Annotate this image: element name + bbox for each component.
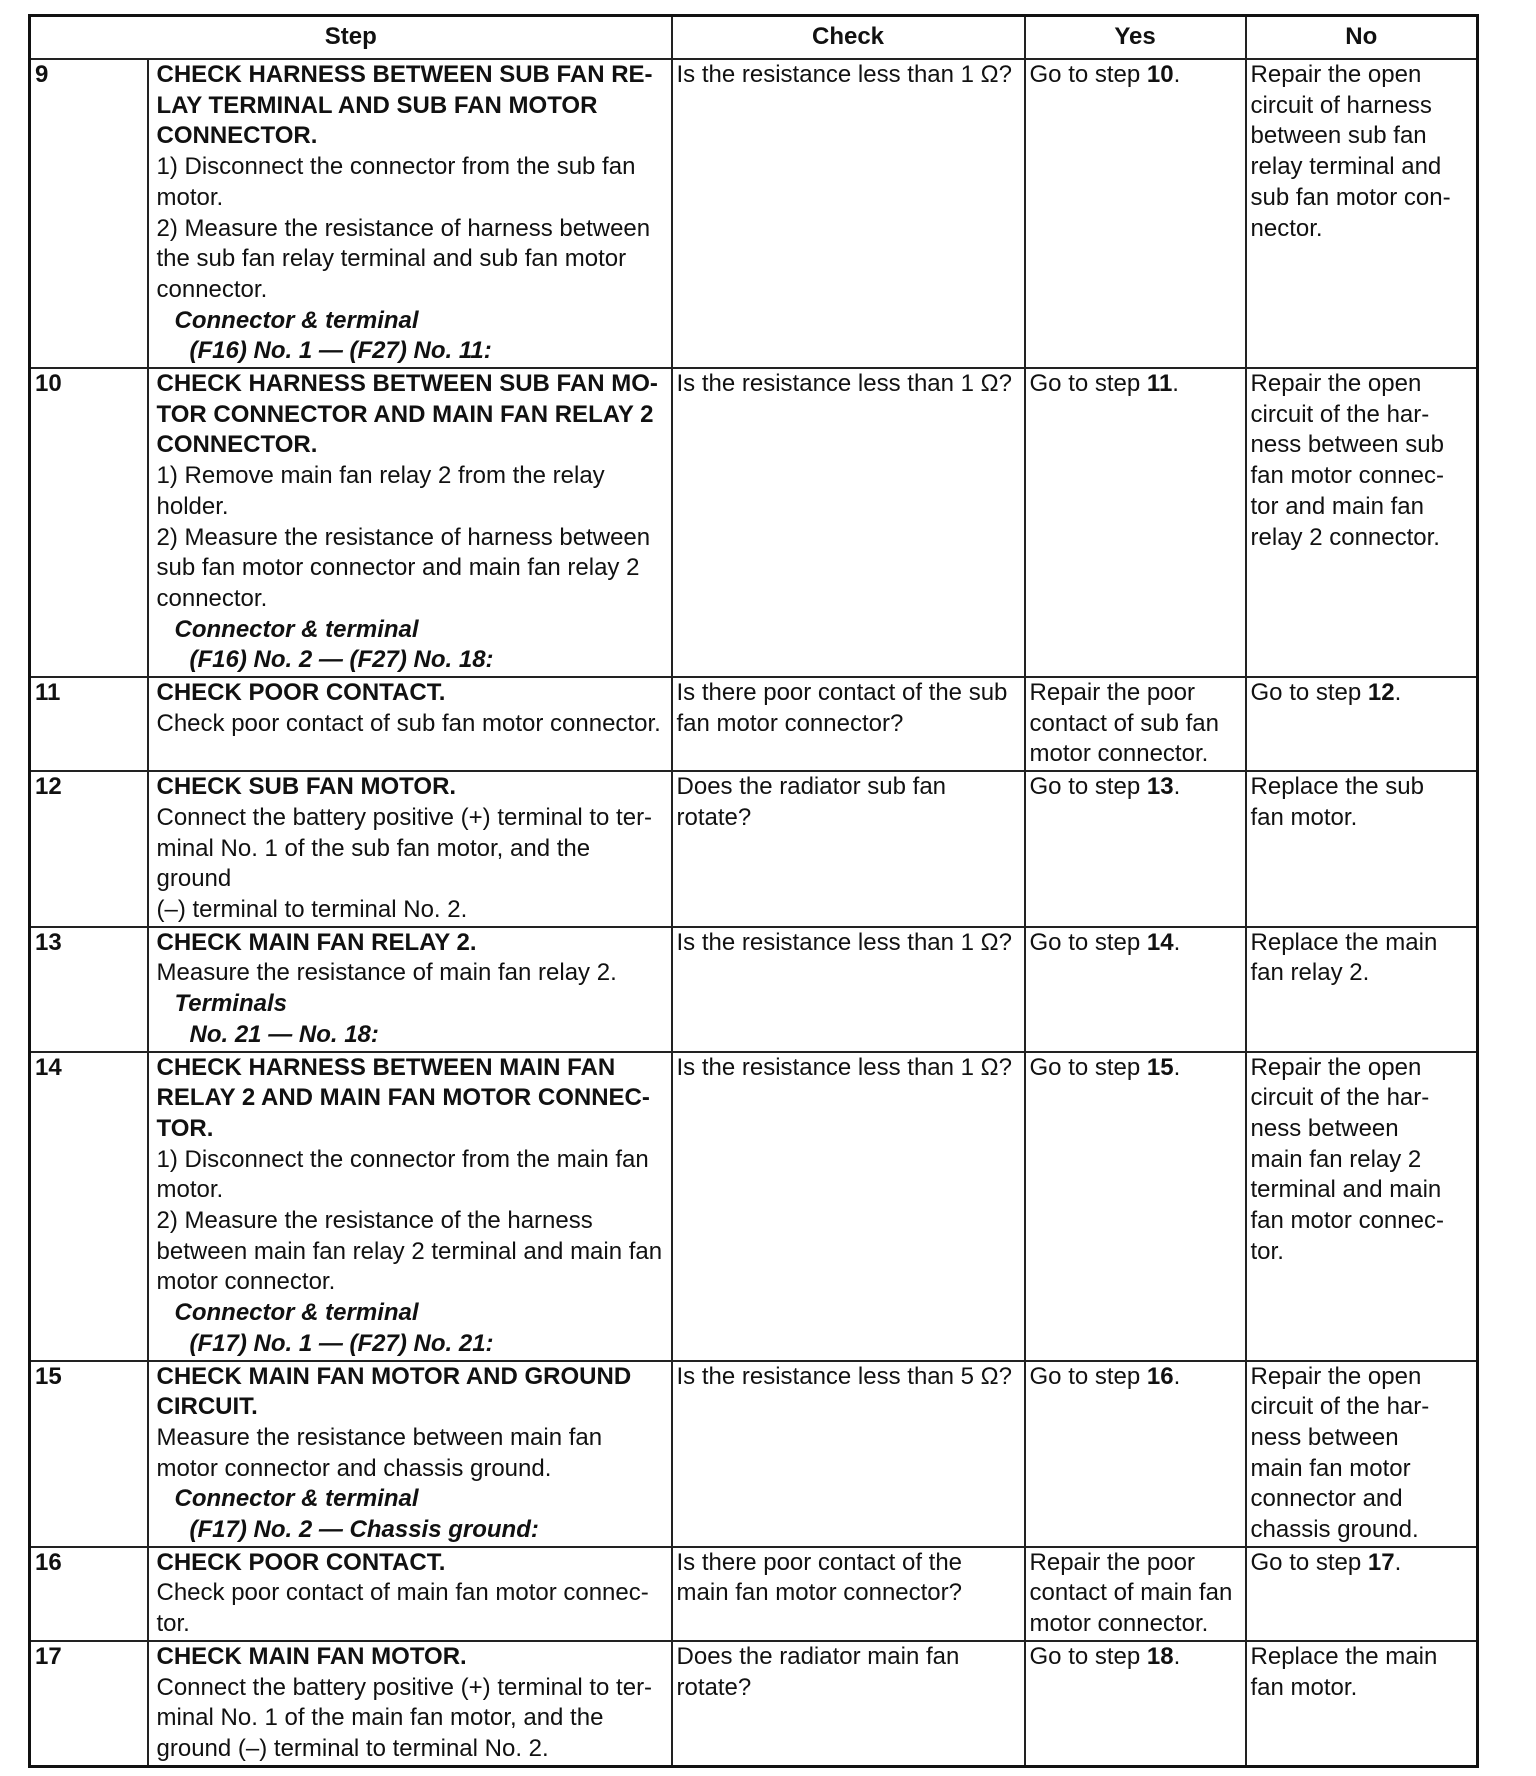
- step-instructions: Check poor contact of main fan motor connec- tor.: [156, 1579, 649, 1638]
- troubleshooting-sheet: [28, 14, 1476, 1768]
- yes-action: [1025, 1361, 1246, 1547]
- yes-step-ref: 16: [1146, 1362, 1174, 1390]
- check-question: Is there poor contact of the main fan motor connector?: [672, 1547, 1025, 1641]
- step-instructions: Measure the resistance between main fan motor connector and chassis ground.: [156, 1423, 603, 1482]
- step-row: [30, 368, 1478, 677]
- no-action: [1246, 59, 1478, 368]
- yes-action: [1025, 927, 1246, 1052]
- yes-text: Go to step: [1029, 370, 1147, 398]
- spec-label: Connector & terminal: [174, 1485, 419, 1513]
- spec-value: No. 21 — No. 18:: [189, 1020, 379, 1048]
- step-row: [30, 59, 1478, 368]
- yes-text: Go to step: [1029, 61, 1147, 88]
- step-instructions: Check poor contact of sub fan motor connector.: [156, 709, 661, 737]
- no-end: .: [1394, 1548, 1402, 1576]
- step-row: [30, 677, 1478, 771]
- step-number: 10: [30, 368, 148, 677]
- yes-action: [1025, 1641, 1246, 1766]
- no-text: Repair the open circuit of the har- ness between main fan motor connector and chassis ground.: [1250, 1362, 1430, 1544]
- spec-label: Connector & terminal: [174, 306, 419, 334]
- no-text: Repair the open circuit of the har- ness between sub fan motor connec- tor and main fan relay 2 connector.: [1250, 370, 1444, 551]
- header-row: [30, 16, 1478, 60]
- step-title: CHECK HARNESS BETWEEN MAIN FAN RELAY 2 AND MAIN FAN MOTOR CONNEC- TOR.: [156, 1053, 650, 1142]
- no-action: [1246, 368, 1478, 677]
- spec-label: Connector & terminal: [174, 615, 419, 643]
- no-step-ref: 12: [1367, 679, 1395, 707]
- yes-text: Go to step: [1029, 1642, 1147, 1670]
- check-header: Check: [672, 16, 1025, 60]
- yes-end: .: [1173, 928, 1181, 956]
- step-description: [148, 677, 672, 771]
- no-text: Replace the sub fan motor.: [1250, 773, 1424, 831]
- step-header: Step: [30, 16, 672, 60]
- step-description: [148, 59, 672, 368]
- yes-text: Go to step: [1029, 1053, 1147, 1081]
- step-instructions: 1) Disconnect the connector from the sub fan motor. 2) Measure the resistance of harness between the sub fan relay terminal and sub fan motor connector.: [156, 153, 651, 303]
- no-end: .: [1394, 679, 1402, 707]
- yes-end: .: [1173, 773, 1181, 801]
- step-description: [148, 368, 672, 677]
- step-number: 12: [30, 771, 148, 927]
- spec-label: Connector & terminal: [174, 1299, 419, 1327]
- step-description: [148, 1361, 672, 1547]
- spec-label: Terminals: [174, 990, 287, 1018]
- yes-action: [1025, 677, 1246, 771]
- no-step-ref: 17: [1367, 1548, 1395, 1576]
- yes-action: [1025, 771, 1246, 927]
- step-row: [30, 1547, 1478, 1641]
- no-action: [1246, 1641, 1478, 1766]
- spec-value: (F17) No. 1 — (F27) No. 21:: [189, 1329, 494, 1357]
- step-title: CHECK SUB FAN MOTOR.: [156, 773, 457, 801]
- yes-action: [1025, 59, 1246, 368]
- step-title: CHECK MAIN FAN MOTOR AND GROUND CIRCUIT.: [156, 1362, 632, 1421]
- spec-value: (F17) No. 2 — Chassis ground:: [189, 1516, 539, 1544]
- no-action: [1246, 677, 1478, 771]
- yes-step-ref: 15: [1146, 1053, 1174, 1081]
- yes-action: [1025, 1052, 1246, 1361]
- yes-end: .: [1173, 1362, 1181, 1390]
- step-number: 9: [30, 59, 148, 368]
- step-title: CHECK HARNESS BETWEEN SUB FAN MO- TOR CONNECTOR AND MAIN FAN RELAY 2 CONNECTOR.: [156, 370, 658, 459]
- step-instructions: Measure the resistance of main fan relay 2.: [156, 959, 617, 987]
- step-row: [30, 771, 1478, 927]
- step-row: [30, 1052, 1478, 1361]
- yes-step-ref: 14: [1146, 928, 1174, 956]
- check-question: Is the resistance less than 1 Ω?: [672, 1052, 1025, 1361]
- yes-action: [1025, 1547, 1246, 1641]
- no-text: Repair the open circuit of harness between sub fan relay terminal and sub fan motor con- nector.: [1250, 61, 1451, 242]
- step-number: 15: [30, 1361, 148, 1547]
- step-instructions: Connect the battery positive (+) terminal to ter- minal No. 1 of the sub fan motor, and the ground (–) terminal to terminal No. 2.: [156, 803, 653, 923]
- check-question: Is there poor contact of the sub fan motor connector?: [672, 677, 1025, 771]
- step-number: 13: [30, 927, 148, 1052]
- no-text: Replace the main fan motor.: [1250, 1642, 1438, 1701]
- spec-value: (F16) No. 2 — (F27) No. 18:: [189, 646, 494, 674]
- step-title: CHECK POOR CONTACT.: [156, 1548, 446, 1576]
- step-description: [148, 1052, 672, 1361]
- step-instructions: Connect the battery positive (+) terminal to ter- minal No. 1 of the main fan motor, and the ground (–) terminal to terminal No. 2.: [156, 1673, 653, 1762]
- yes-step-ref: 13: [1146, 773, 1174, 801]
- no-text: Repair the open circuit of the har- ness between main fan relay 2 terminal and main fan motor connec- tor.: [1250, 1053, 1444, 1265]
- no-goto-text: Go to step: [1250, 1548, 1368, 1576]
- yes-text: Go to step: [1029, 928, 1147, 956]
- step-row: [30, 927, 1478, 1052]
- step-title: CHECK POOR CONTACT.: [156, 679, 446, 707]
- step-description: [148, 771, 672, 927]
- no-header: No: [1246, 16, 1478, 60]
- yes-end: .: [1173, 1053, 1181, 1081]
- step-number: 11: [30, 677, 148, 771]
- no-action: [1246, 1052, 1478, 1361]
- no-action: [1246, 771, 1478, 927]
- spec-value: (F16) No. 1 — (F27) No. 11:: [189, 337, 492, 365]
- yes-text: Repair the poor contact of sub fan motor connector.: [1029, 679, 1219, 768]
- step-title: CHECK MAIN FAN RELAY 2.: [156, 928, 477, 956]
- check-question: Does the radiator main fan rotate?: [672, 1641, 1025, 1766]
- yes-text: Go to step: [1029, 773, 1147, 801]
- check-question: Is the resistance less than 1 Ω?: [672, 368, 1025, 677]
- yes-step-ref: 10: [1146, 61, 1174, 88]
- no-action: [1246, 927, 1478, 1052]
- yes-header: Yes: [1025, 16, 1246, 60]
- no-text: Replace the main fan relay 2.: [1250, 928, 1438, 987]
- check-question: Is the resistance less than 5 Ω?: [672, 1361, 1025, 1547]
- yes-end: .: [1173, 61, 1181, 88]
- no-goto-text: Go to step: [1250, 679, 1368, 707]
- check-question: Is the resistance less than 1 Ω?: [672, 59, 1025, 368]
- check-question: Is the resistance less than 1 Ω?: [672, 927, 1025, 1052]
- step-instructions: 1) Disconnect the connector from the main fan motor. 2) Measure the resistance of the harness between main fan relay 2 terminal and main fan motor connector.: [156, 1145, 663, 1296]
- step-instructions: 1) Remove main fan relay 2 from the relay holder. 2) Measure the resistance of harness between sub fan motor connector and main fan relay 2 connector.: [156, 462, 651, 612]
- no-action: [1246, 1547, 1478, 1641]
- step-number: 16: [30, 1547, 148, 1641]
- yes-end: .: [1172, 370, 1179, 398]
- step-number: 14: [30, 1052, 148, 1361]
- step-description: [148, 1547, 672, 1641]
- check-question: Does the radiator sub fan rotate?: [672, 771, 1025, 927]
- step-number: 17: [30, 1641, 148, 1766]
- step-row: [30, 1361, 1478, 1547]
- step-description: [148, 927, 672, 1052]
- no-action: [1246, 1361, 1478, 1547]
- step-description: [148, 1641, 672, 1766]
- yes-text: Repair the poor contact of main fan motor connector.: [1029, 1548, 1233, 1638]
- diagnostic-table: [28, 14, 1479, 1768]
- step-title: CHECK MAIN FAN MOTOR.: [156, 1642, 467, 1670]
- step-title: CHECK HARNESS BETWEEN SUB FAN RE- LAY TERMINAL AND SUB FAN MOTOR CONNECTOR.: [156, 61, 653, 150]
- yes-end: .: [1173, 1642, 1181, 1670]
- yes-text: Go to step: [1029, 1362, 1147, 1390]
- yes-step-ref: 18: [1146, 1642, 1174, 1670]
- step-row: [30, 1641, 1478, 1766]
- yes-action: [1025, 368, 1246, 677]
- yes-step-ref: 11: [1146, 370, 1173, 398]
